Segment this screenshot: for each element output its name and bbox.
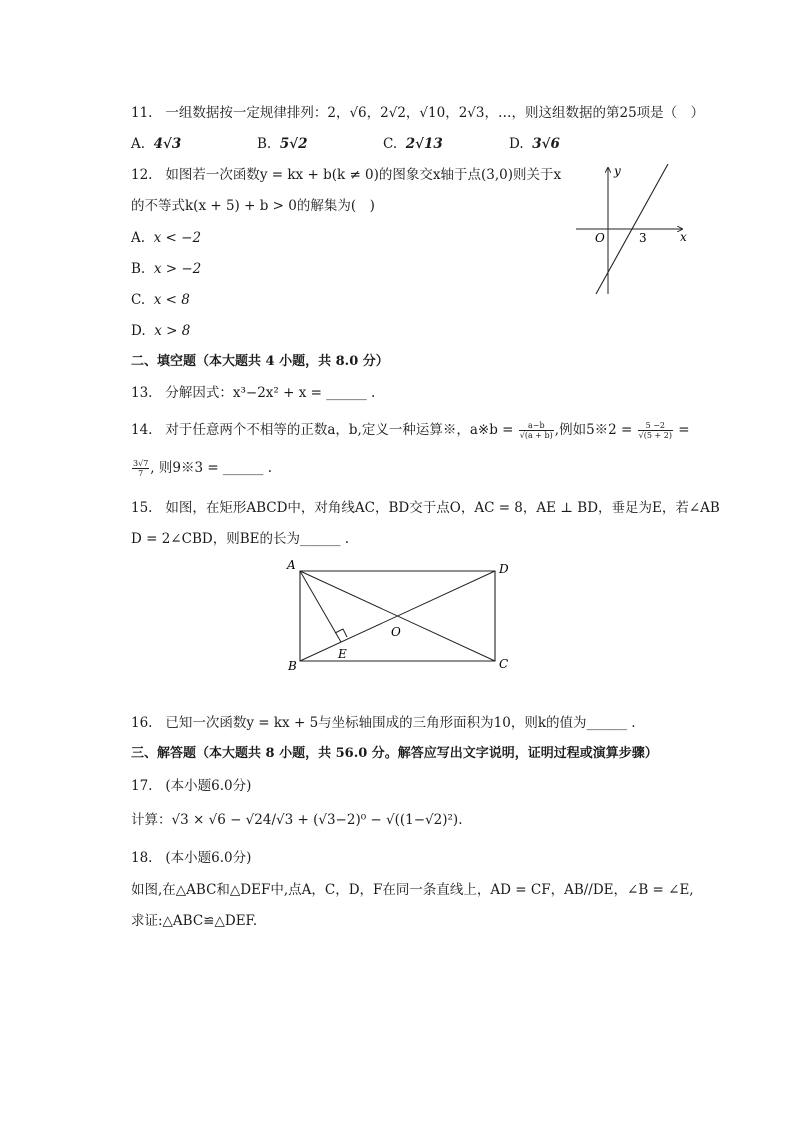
q11-stem-text: 一组数据按一定规律排列：2，√6，2√2，√10，2√3，…，则这组数据的第25项是（ ）	[165, 105, 705, 121]
q12-graph	[572, 162, 697, 298]
q15-line2: D = 2∠CBD，则BE的长为______ .	[131, 531, 350, 547]
q15-rectangle-figure	[280, 556, 520, 676]
q18-line2: 求证:△ABC≌△DEF.	[131, 913, 258, 929]
q14-fraction-3: $\frac{3√7}{7}$	[133, 459, 149, 478]
q11-option-a: A. 4√3	[131, 136, 182, 152]
q12-option-a: A. x < −2	[131, 230, 202, 246]
q17-expression: 计算：√3 × √6 − √24/√3 + (√3−2)⁰ − √((1−√2)²).	[131, 812, 463, 828]
q12-origin-label: O	[595, 231, 605, 245]
q11-option-d: D. 3√6	[509, 136, 560, 152]
q12-stem-line1: 12. 如图若一次函数y = kx + b(k ≠ 0)的图象交x轴于点(3,0)则关于x	[131, 167, 562, 183]
label-e: E	[338, 647, 347, 661]
segment-ae	[300, 571, 341, 642]
q14-number: 14.	[131, 422, 153, 438]
right-angle-mark	[335, 629, 347, 637]
section-3-heading: 三、解答题（本大题共 8 小题，共 56.0 分。解答应写出文字说明，证明过程或演算步骤）	[131, 746, 658, 761]
q14-fraction-1: $\frac{a-b}{√(a + b)}$	[519, 421, 553, 440]
label-b: B	[288, 659, 297, 673]
q16: 16. 已知一次函数y = kx + 5与坐标轴围成的三角形面积为10，则k的值为______ .	[131, 715, 636, 731]
q12-option-d: D. x > 8	[131, 323, 191, 339]
q11-number: 11.	[131, 105, 153, 121]
label-o: O	[391, 625, 401, 639]
q11-option-c: C. 2√13	[383, 136, 443, 152]
q15-line1: 15. 如图，在矩形ABCD中，对角线AC，BD交于点O，AC = 8，AE ⊥ BD，垂足为E，若∠AB	[131, 500, 720, 516]
q12-stem-line2: 的不等式k(x + 5) + b > 0的解集为( )	[131, 198, 375, 214]
q18-header: 18. (本小题6.0分)	[131, 850, 252, 866]
q12-x-label: x	[680, 230, 687, 244]
label-a: A	[287, 558, 296, 572]
q16-number: 16.	[131, 715, 153, 731]
q13-number: 13.	[131, 385, 153, 401]
section-2-heading: 二、填空题（本大题共 4 小题，共 8.0 分）	[131, 354, 389, 369]
q12-option-b: B. x > −2	[131, 261, 202, 277]
q12-number: 12.	[131, 167, 153, 183]
q18-number: 18.	[131, 850, 153, 866]
q17-number: 17.	[131, 778, 153, 794]
q18-line1: 如图,在△ABC和△DEF中,点A，C，D，F在同一条直线上，AD = CF，AB//DE，∠B = ∠E,	[131, 882, 694, 898]
q13: 13. 分解因式：x³−2x² + x = ______ .	[131, 385, 376, 401]
label-c: C	[499, 657, 509, 671]
q17-header: 17. (本小题6.0分)	[131, 778, 252, 794]
q14-fraction-2: $\frac{5 -2}{√(5 + 2)}$	[638, 421, 672, 440]
q11-option-b: B. 5√2	[257, 136, 308, 152]
q14-line1: 14. 对于任意两个不相等的正数a，b,定义一种运算※，a※b = $\frac{a-b}{√(a + b)}$ ,例如5※2 = $\frac{5 -2}{√(5 + 2)}$ =	[131, 421, 690, 440]
q12-y-label: y	[614, 164, 621, 178]
q15-number: 15.	[131, 500, 153, 516]
label-d: D	[499, 562, 509, 576]
q14-line2: $\frac{3√7}{7}$ , 则9※3 = ______ .	[133, 459, 273, 478]
q11-stem	[131, 104, 704, 122]
q12-option-c: C. x < 8	[131, 292, 190, 308]
q12-intercept-label: 3	[639, 231, 647, 245]
